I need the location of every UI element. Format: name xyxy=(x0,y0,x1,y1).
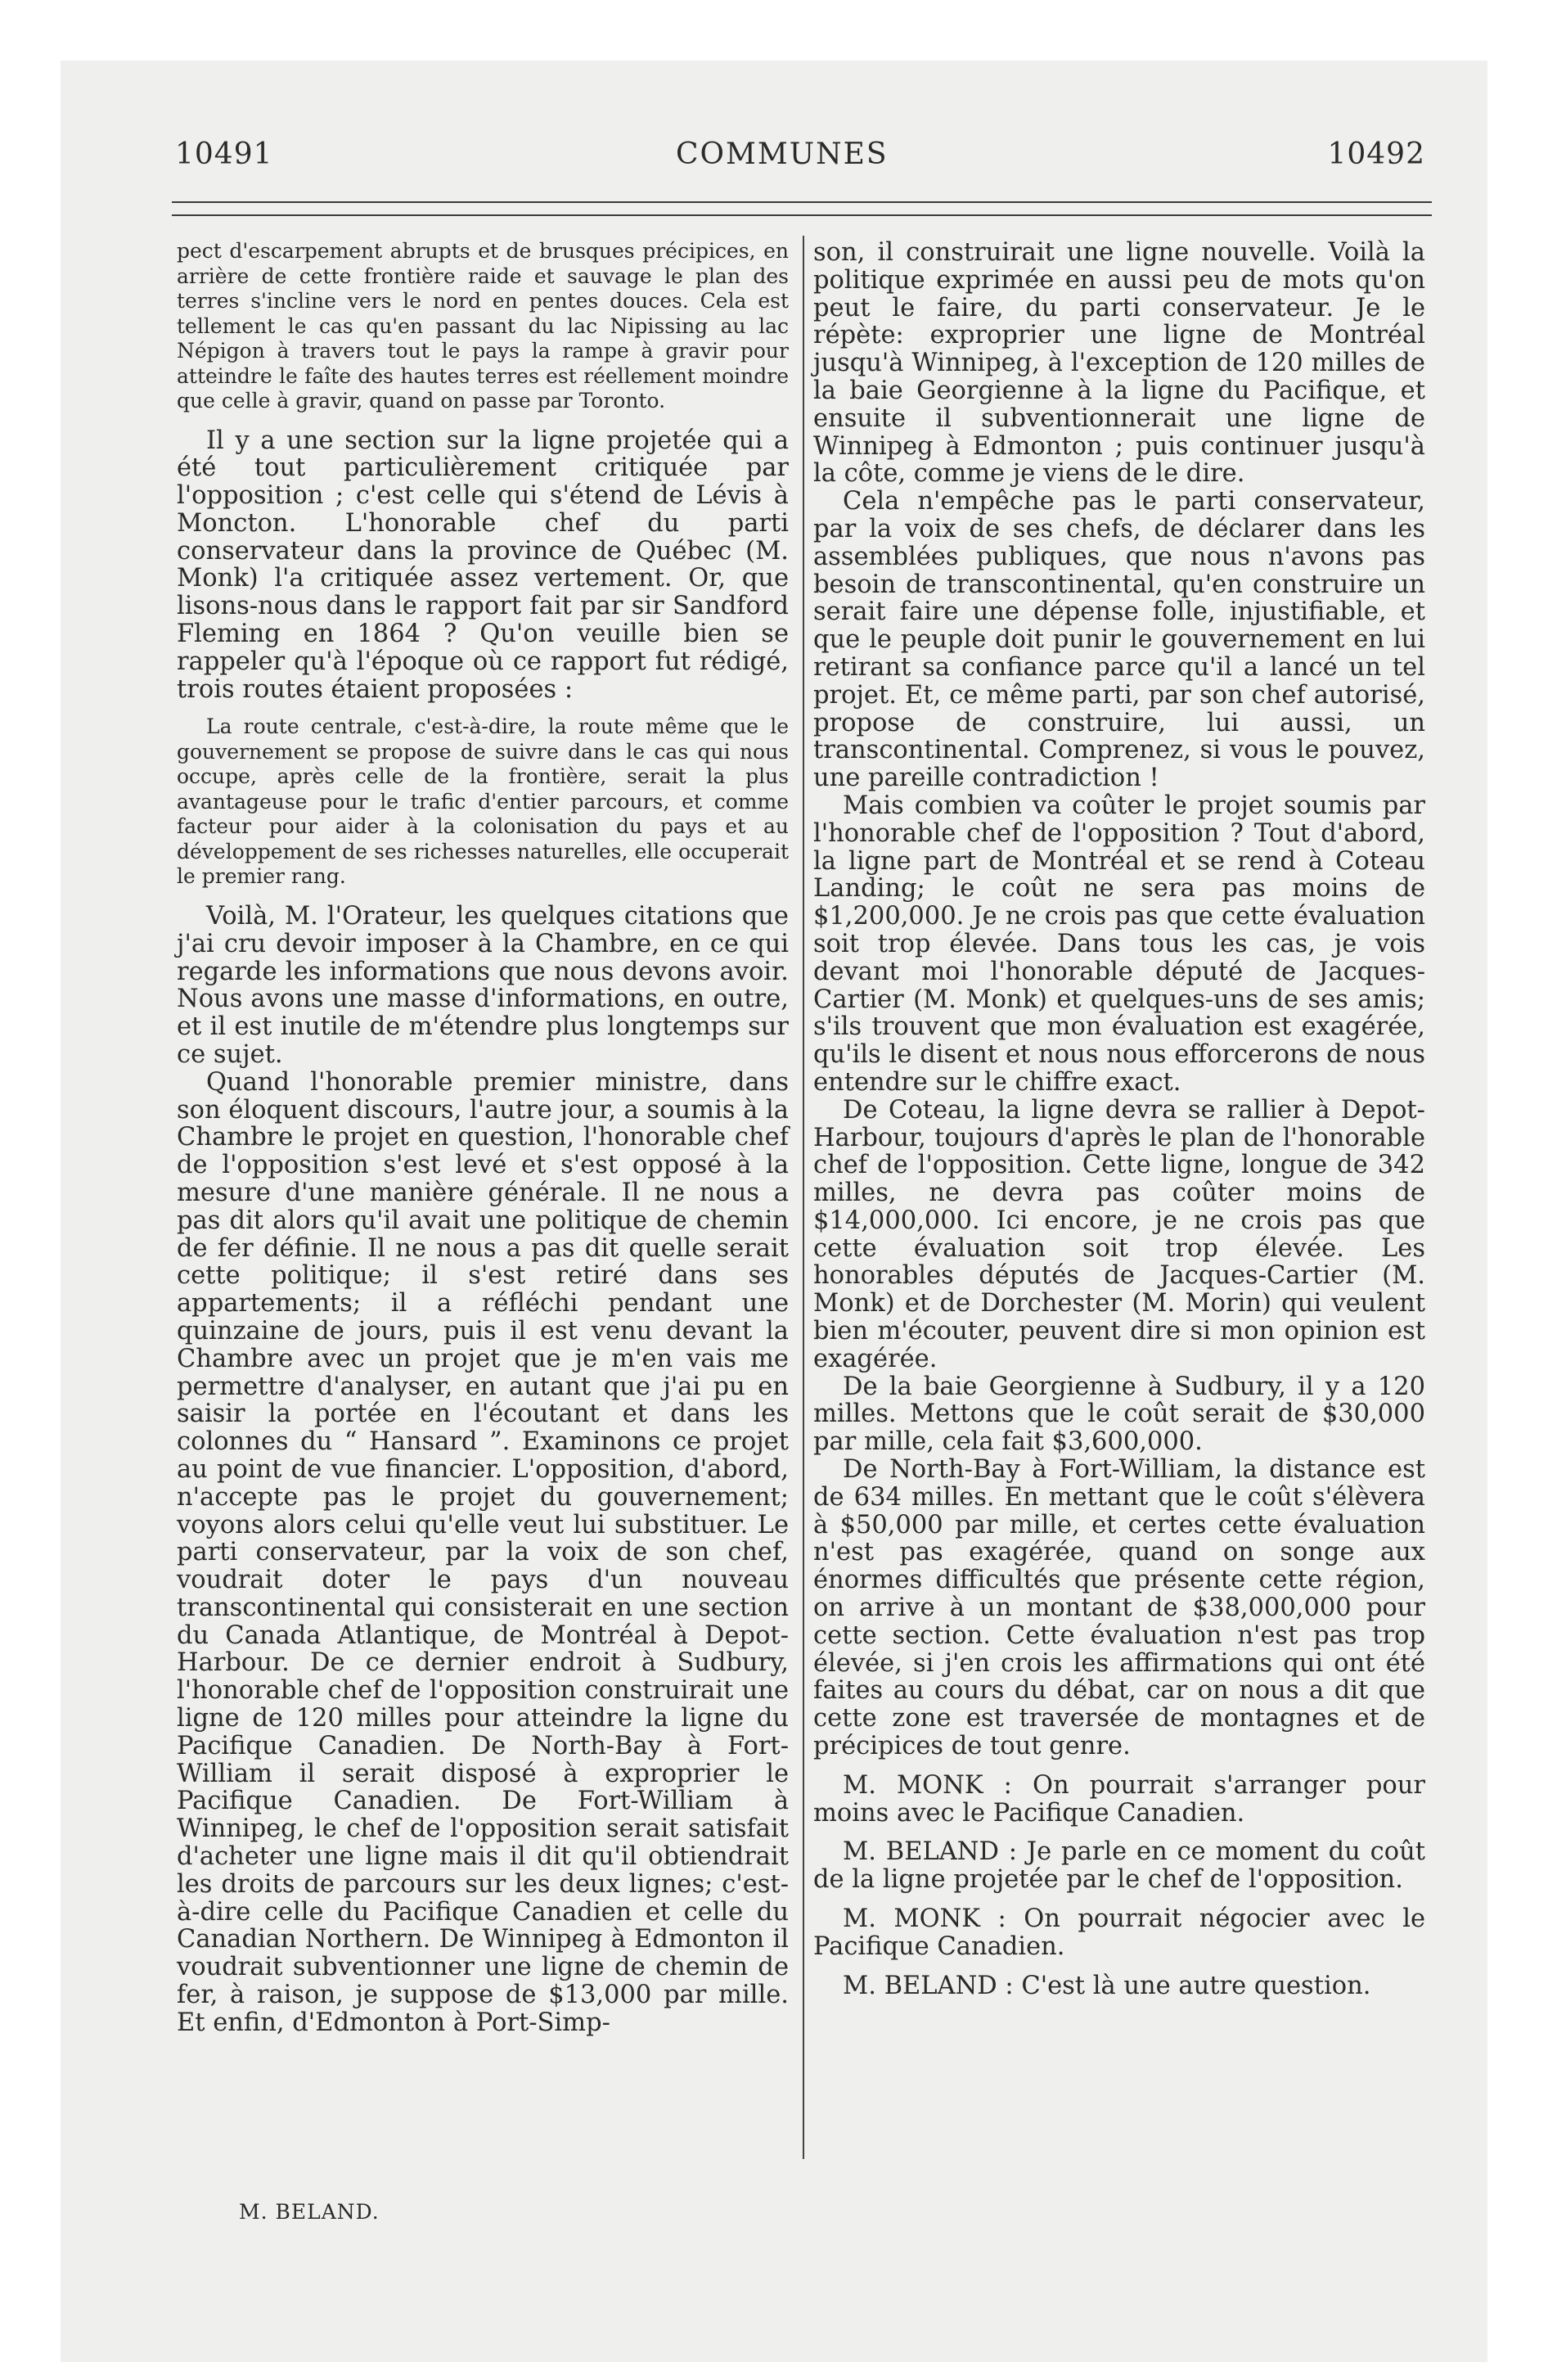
speaker-line: M. MONK : On pourrait s'arranger pour moins avec le Pacifique Canadien. xyxy=(813,1770,1425,1828)
paragraph: pect d'escarpement abrupts et de brusques précipices, en arrière de cette frontière raide et sauvage le plan des terres s'incline vers le nord en pentes douces. Cela est tellement le cas qu'en passant du lac Nipissing au lac Népigon à travers tout le pays la rampe à gravir pour atteindre le faîte des hautes terres est réellement moindre que celle à gravir, quand on passe par Toronto. xyxy=(177,239,789,412)
paragraph: Il y a une section sur la ligne projetée qui a été tout particulièrement critiquée par l'opposition ; c'est celle qui s'étend de Lévis à Moncton. L'honorable chef du parti conservateur dans la province de Québec (M. Monk) l'a critiquée assez vertement. Or, que lisons-nous dans le rapport fait par sir Sandford Fleming en 1864 ? Qu'on veuille bien se rappeler qu'à l'époque où ce rapport fut rédigé, trois routes étaient proposées : xyxy=(177,426,789,704)
quotation: La route centrale, c'est-à-dire, la route même que le gouvernement se propose de suivre dans le cas qui nous occupe, après celle de la frontière, serait la plus avantageuse pour le trafic d'entier parcours, et comme facteur pour aider à la colonisation du pays et au développement de ses richesses naturelles, elle occuperait le premier rang. xyxy=(177,714,789,889)
header-rule-top xyxy=(172,201,1432,203)
paragraph: De North-Bay à Fort-William, la distance est de 634 milles. En mettant que le coût s'élèvera à $50,000 par mille, et certes cette évaluation n'est pas exagérée, quand on songe aux énormes difficultés que présente cette région, on arrive à un montant de $38,000,000 pour cette section. Cette évaluation n'est pas trop élevée, si j'en crois les affirmations qui ont été faites au cours du débat, car on nous a dit que cette zone est traversée de montagnes et de précipices de tout genre. xyxy=(813,1455,1425,1761)
left-page-number: 10491 xyxy=(175,137,273,171)
column-divider xyxy=(803,236,804,2159)
paragraph: Cela n'empêche pas le parti conservateur, par la voix de ses chefs, de déclarer dans les assemblées publiques, que nous n'avons pas besoin de transcontinental, qu'en construire un serait faire une dépense folle, injustifiable, et que le peuple doit punir le gouvernement en lui retirant sa confiance parce qu'il a lancé un tel projet. Et, ce même parti, par son chef autorisé, propose de construire, lui aussi, un transcontinental. Comprenez, si vous le pouvez, une pareille contradiction ! xyxy=(813,487,1425,793)
speaker-line: M. MONK : On pourrait négocier avec le Pacifique Canadien. xyxy=(813,1904,1425,1961)
paragraph: De Coteau, la ligne devra se rallier à Depot-Harbour, toujours d'après le plan de l'honorable chef de l'opposition. Cette ligne, longue de 342 milles, ne devra pas coûter moins de $14,000,000. Ici encore, je ne crois pas que cette évaluation soit trop élevée. Les honorables députés de Jacques-Cartier (M. Monk) et de Dorchester (M. Morin) qui veulent bien m'écouter, peuvent dire si mon opinion est exagérée. xyxy=(813,1095,1425,1373)
header-rule-bottom xyxy=(172,214,1432,216)
paragraph: Voilà, M. l'Orateur, les quelques citations que j'ai cru devoir imposer à la Chambre, en ce qui regarde les informations que nous devons avoir. Nous avons une masse d'informations, en outre, et il est inutile de m'étendre plus longtemps sur ce sujet. xyxy=(177,901,789,1069)
speaker-signature: M. BELAND. xyxy=(239,2200,380,2224)
left-column xyxy=(177,239,789,2037)
right-column xyxy=(813,239,1425,1999)
paragraph: son, il construirait une ligne nouvelle. Voilà la politique exprimée en aussi peu de mots qu'on peut le faire, du parti conservateur. Je le répète: exproprier une ligne de Montréal jusqu'à Winnipeg, à l'exception de 120 milles de la baie Georgienne à la ligne du Pacifique, et ensuite il subventionnerait une ligne de Winnipeg à Edmonton ; puis continuer jusqu'à la côte, comme je viens de le dire. xyxy=(813,238,1425,489)
right-page-number: 10492 xyxy=(1327,137,1425,171)
speaker-line: M. BELAND : C'est là une autre question. xyxy=(843,1971,1371,2000)
paragraph: De la baie Georgienne à Sudbury, il y a 120 milles. Mettons que le coût serait de $30,000 par mille, cela fait $3,600,000. xyxy=(813,1372,1425,1457)
page-title: COMMUNES xyxy=(676,137,889,171)
paragraph: Quand l'honorable premier ministre, dans son éloquent discours, l'autre jour, a soumis à la Chambre le projet en question, l'honorable chef de l'opposition s'est levé et s'est opposé à la mesure d'une manière générale. Il ne nous a pas dit alors qu'il avait une politique de chemin de fer définie. Il ne nous a pas dit quelle serait cette politique; il s'est retiré dans ses appartements; il a réfléchi pendant une quinzaine de jours, puis il est venu devant la Chambre avec un projet que je m'en vais me permettre d'analyser, en autant que j'ai pu en saisir la portée en l'écoutant et dans les colonnes du “ Hansard ”. Examinons ce projet au point de vue financier. L'opposition, d'abord, n'accepte pas le projet du gouvernement; voyons alors celui qu'elle veut lui substituer. Le parti conservateur, par la voix de son chef, voudrait doter le pays d'un nouveau transcontinental qui consisterait en une section du Canada Atlantique, de Montréal à Depot-Harbour. De ce dernier endroit à Sudbury, l'honorable chef de l'opposition construirait une ligne de 120 milles pour atteindre la ligne du Pacifique Canadien. De North-Bay à Fort-William il serait disposé à exproprier le Pacifique Canadien. De Fort-William à Winnipeg, le chef de l'opposition serait satisfait d'acheter une ligne mais il dit qu'il obtiendrait les droits de parcours sur les deux lignes; c'est-à-dire celle du Pacifique Canadien et celle du Canadian Northern. De Winnipeg à Edmonton il voudrait subventionner une ligne de chemin de fer, à raison, je suppose de $13,000 par mille. Et enfin, d'Edmonton à Port-Simp- xyxy=(177,1067,789,2037)
speaker-line: M. BELAND : Je parle en ce moment du coût de la ligne projetée par le chef de l'opposition. xyxy=(813,1837,1425,1895)
paragraph: Mais combien va coûter le projet soumis par l'honorable chef de l'opposition ? Tout d'abord, la ligne part de Montréal et se rend à Coteau Landing; le coût ne sera pas moins de $1,200,000. Je ne crois pas que cette évaluation soit trop élevée. Dans tous les cas, je vois devant moi l'honorable député de Jacques-Cartier (M. Monk) et quelques-uns de ses amis; s'ils trouvent que mon évaluation est exagérée, qu'ils le disent et nous nous efforcerons de nous entendre sur le chiffre exact. xyxy=(813,791,1425,1097)
